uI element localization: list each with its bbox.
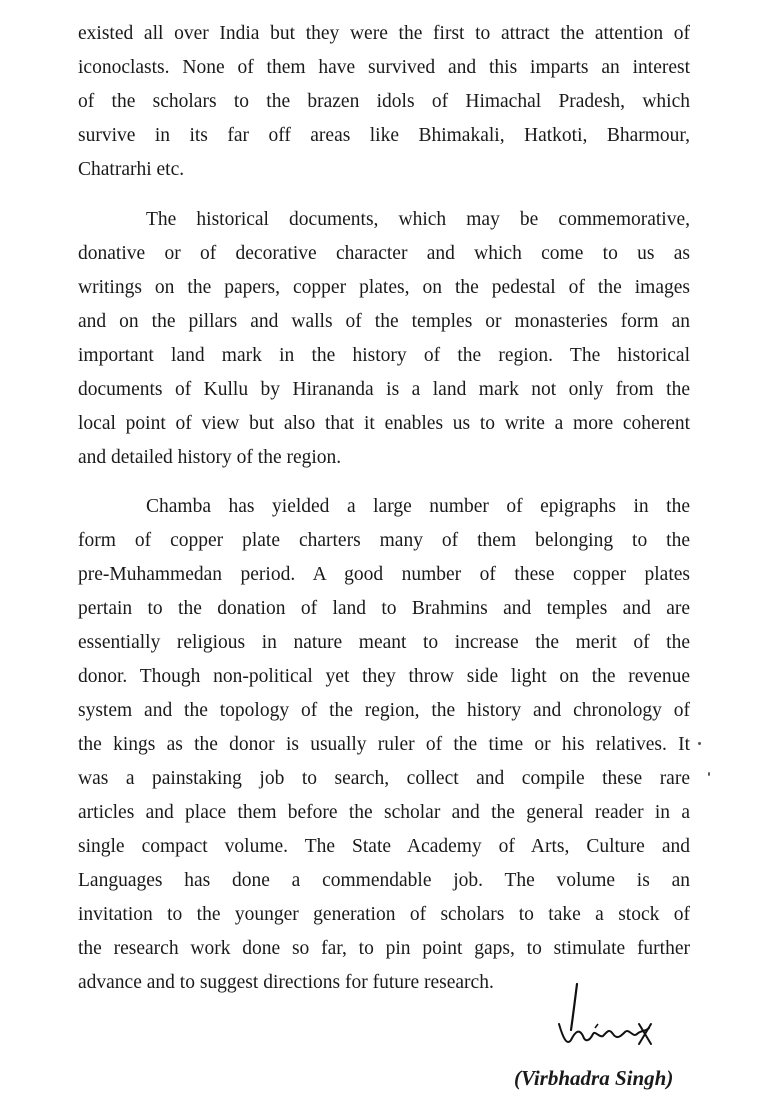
- paragraph-line: was a painstaking job to search, collect and compile these rare: [78, 768, 690, 789]
- paragraph-line: local point of view but also that it enables us to write a more coherent: [78, 413, 690, 434]
- paragraph-line: of the scholars to the brazen idols of Himachal Pradesh, which: [78, 91, 690, 112]
- paragraph-line: Languages has done a commendable job. The volume is an: [78, 870, 690, 891]
- paragraph-line: form of copper plate charters many of them belonging to the: [78, 530, 690, 551]
- paragraph-2: [78, 203, 690, 475]
- paragraph-line: existed all over India but they were the first to attract the attention of: [78, 23, 690, 44]
- scan-speck: [698, 742, 701, 745]
- paragraph-line: Chamba has yielded a large number of epigraphs in the: [146, 496, 690, 517]
- handwritten-signature: [555, 980, 665, 1060]
- paragraph-line: Chatrarhi etc.: [78, 159, 185, 180]
- scan-speck: [708, 772, 710, 776]
- paragraph-line: important land mark in the history of the region. The historical: [78, 345, 690, 366]
- paragraph-line: single compact volume. The State Academy of Arts, Culture and: [78, 836, 690, 857]
- paragraph-line: documents of Kullu by Hirananda is a land mark not only from the: [78, 379, 690, 400]
- paragraph-line: pertain to the donation of land to Brahmins and temples and are: [78, 598, 690, 619]
- paragraph-line: articles and place them before the scholar and the general reader in a: [78, 802, 690, 823]
- paragraph-1: [78, 17, 690, 187]
- paragraph-line: invitation to the younger generation of scholars to take a stock of: [78, 904, 690, 925]
- paragraph-line: donor. Though non-political yet they throw side light on the revenue: [78, 666, 690, 687]
- paragraph-line: advance and to suggest directions for future research.: [78, 972, 494, 993]
- paragraph-line: writings on the papers, copper plates, on the pedestal of the images: [78, 277, 690, 298]
- paragraph-line: survive in its far off areas like Bhimakali, Hatkoti, Bharmour,: [78, 125, 690, 146]
- paragraph-line: pre-Muhammedan period. A good number of these copper plates: [78, 564, 690, 585]
- paragraph-line: and on the pillars and walls of the temples or monasteries form an: [78, 311, 690, 332]
- signatory-name: (Virbhadra Singh): [514, 1066, 674, 1090]
- paragraph-line: donative or of decorative character and which come to us as: [78, 243, 690, 264]
- paragraph-line: system and the topology of the region, the history and chronology of: [78, 700, 690, 721]
- paragraph-line: The historical documents, which may be commemorative,: [146, 209, 690, 230]
- paragraph-line: and detailed history of the region.: [78, 447, 342, 468]
- paragraph-line: the research work done so far, to pin point gaps, to stimulate further: [78, 938, 690, 959]
- paragraph-line: iconoclasts. None of them have survived and this imparts an interest: [78, 57, 690, 78]
- paragraph-line: essentially religious in nature meant to increase the merit of the: [78, 632, 690, 653]
- paragraph-line: the kings as the donor is usually ruler of the time or his relatives. It: [78, 734, 690, 755]
- paragraph-3: [78, 490, 690, 1000]
